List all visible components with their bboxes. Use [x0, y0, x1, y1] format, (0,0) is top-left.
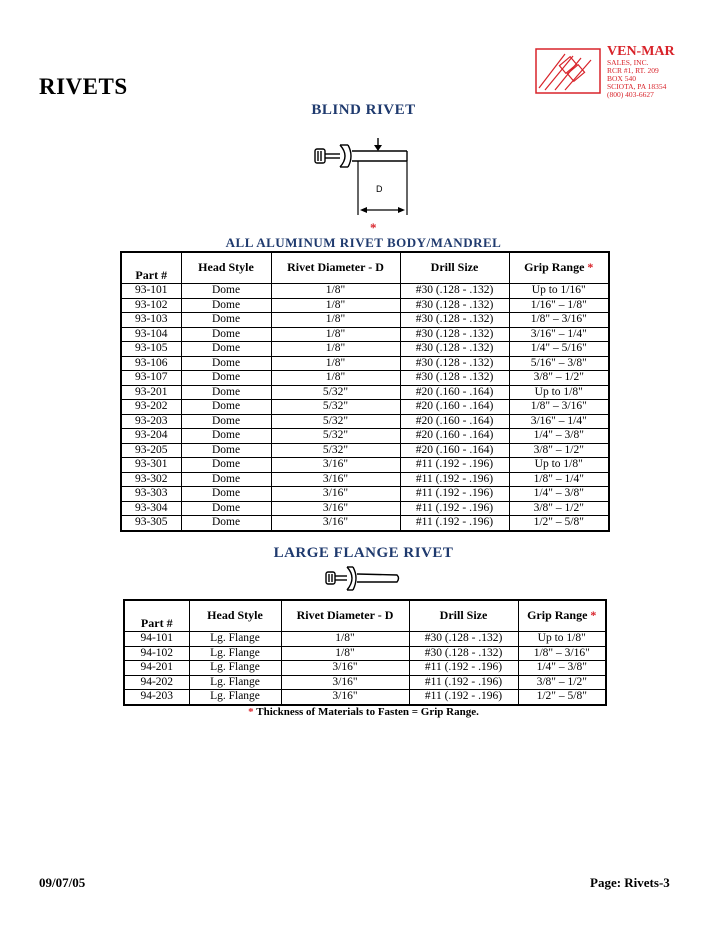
- logo-address-line: (800) 403-6627: [607, 90, 654, 99]
- grip-range-cell: 1/2" – 5/8": [518, 690, 606, 705]
- diameter-cell: 3/16": [271, 472, 400, 487]
- header-diameter: Rivet Diameter - D: [281, 600, 409, 632]
- table-row: [121, 487, 609, 502]
- drill-size-cell: #11 (.192 - .196): [400, 487, 509, 502]
- drill-size-cell: #11 (.192 - .196): [400, 516, 509, 531]
- part-number-cell: 93-302: [121, 472, 181, 487]
- grip-range-cell: 3/8" – 1/2": [509, 443, 609, 458]
- drill-size-cell: #11 (.192 - .196): [400, 458, 509, 473]
- head-style-cell: Dome: [181, 356, 271, 371]
- drill-size-cell: #30 (.128 - .132): [400, 284, 509, 299]
- part-number-cell: 93-102: [121, 298, 181, 313]
- logo-address-line: SCIOTA, PA 18354: [607, 82, 667, 91]
- diameter-cell: 1/8": [271, 342, 400, 357]
- table-row: [121, 371, 609, 386]
- footnote-mark: *: [248, 706, 254, 718]
- diameter-cell: 1/8": [281, 632, 409, 647]
- blind-rivet-rows: [121, 284, 609, 531]
- drill-size-cell: #11 (.192 - .196): [400, 472, 509, 487]
- table-row: [124, 632, 606, 647]
- drill-size-cell: #30 (.128 - .132): [409, 646, 518, 661]
- diameter-cell: 5/32": [271, 429, 400, 444]
- grip-range-cell: 3/16" – 1/4": [509, 327, 609, 342]
- table-row: [124, 675, 606, 690]
- grip-range-cell: 1/8" – 3/16": [509, 400, 609, 415]
- logo-address-line: BOX 540: [607, 74, 636, 83]
- grip-range-label: Grip Range: [524, 260, 585, 275]
- drill-size-cell: #11 (.192 - .196): [409, 675, 518, 690]
- head-style-cell: Dome: [181, 516, 271, 531]
- head-style-cell: Dome: [181, 501, 271, 516]
- table-row: [121, 472, 609, 487]
- page-title: RIVETS: [39, 74, 128, 99]
- part-number-cell: 94-101: [124, 632, 189, 647]
- drill-size-cell: #20 (.160 - .164): [400, 429, 509, 444]
- part-number-cell: 93-106: [121, 356, 181, 371]
- grip-range-cell: 1/4" – 5/16": [509, 342, 609, 357]
- part-number-cell: 93-101: [121, 284, 181, 299]
- grip-range-cell: 1/4" – 3/8": [509, 487, 609, 502]
- drill-size-cell: #20 (.160 - .164): [400, 414, 509, 429]
- diameter-cell: 1/8": [271, 371, 400, 386]
- table-row: [121, 501, 609, 516]
- table-row: [121, 356, 609, 371]
- diameter-cell: 1/8": [271, 298, 400, 313]
- flange-rivet-rows: [124, 632, 606, 705]
- diameter-cell: 3/16": [281, 675, 409, 690]
- diameter-cell: 3/16": [281, 661, 409, 676]
- head-style-cell: Dome: [181, 284, 271, 299]
- part-number-cell: 93-104: [121, 327, 181, 342]
- head-style-cell: Dome: [181, 327, 271, 342]
- footer-page-number: Page: Rivets-3: [590, 875, 670, 890]
- header-part: Part #: [121, 252, 181, 284]
- diameter-cell: 3/16": [271, 458, 400, 473]
- grip-range-cell: 1/4" – 3/8": [509, 429, 609, 444]
- head-style-cell: Lg. Flange: [189, 675, 281, 690]
- diameter-cell: 3/16": [281, 690, 409, 705]
- head-style-cell: Lg. Flange: [189, 690, 281, 705]
- grip-range-cell: 5/16" – 3/8": [509, 356, 609, 371]
- table-row: [121, 298, 609, 313]
- drill-size-cell: #30 (.128 - .132): [400, 356, 509, 371]
- grip-range-cell: 1/4" – 3/8": [518, 661, 606, 676]
- flange-rivet-title: LARGE FLANGE RIVET: [273, 545, 454, 561]
- part-number-cell: 93-305: [121, 516, 181, 531]
- grip-range-cell: 3/16" – 1/4": [509, 414, 609, 429]
- diameter-cell: 1/8": [271, 284, 400, 299]
- grip-range-asterisk: *: [370, 220, 377, 235]
- flange-rivet-diagram: [323, 566, 403, 592]
- table-row: [124, 690, 606, 705]
- drill-size-cell: #20 (.160 - .164): [400, 400, 509, 415]
- diameter-cell: 5/32": [271, 400, 400, 415]
- blind-rivet-diagram: [310, 135, 420, 220]
- head-style-cell: Dome: [181, 298, 271, 313]
- head-style-cell: Lg. Flange: [189, 661, 281, 676]
- part-number-cell: 93-203: [121, 414, 181, 429]
- table-row: [121, 458, 609, 473]
- head-style-cell: Lg. Flange: [189, 632, 281, 647]
- part-number-cell: 93-202: [121, 400, 181, 415]
- part-number-cell: 93-103: [121, 313, 181, 328]
- drill-size-cell: #11 (.192 - .196): [409, 690, 518, 705]
- grip-range-cell: Up to 1/8": [518, 632, 606, 647]
- flange-rivet-table: [123, 599, 607, 706]
- drill-size-cell: #30 (.128 - .132): [409, 632, 518, 647]
- diameter-cell: 1/8": [271, 356, 400, 371]
- footnote-text: Thickness of Materials to Fasten = Grip Range.: [256, 706, 479, 718]
- head-style-cell: Dome: [181, 342, 271, 357]
- grip-range-mark: *: [590, 608, 597, 623]
- part-number-cell: 93-204: [121, 429, 181, 444]
- footer-date: 09/07/05: [39, 875, 86, 890]
- grip-range-cell: 3/8" – 1/2": [509, 371, 609, 386]
- table-header-row: [124, 600, 606, 632]
- diameter-cell: 5/32": [271, 385, 400, 400]
- part-number-cell: 93-105: [121, 342, 181, 357]
- header-drill-size: Drill Size: [409, 600, 518, 632]
- blind-rivet-table: [120, 251, 610, 532]
- drill-size-cell: #30 (.128 - .132): [400, 298, 509, 313]
- company-logo: [535, 42, 695, 98]
- table-row: [121, 313, 609, 328]
- header-grip-range: [518, 600, 606, 632]
- grip-range-cell: 1/8" – 1/4": [509, 472, 609, 487]
- diameter-cell: 5/32": [271, 443, 400, 458]
- header-head-style: Head Style: [189, 600, 281, 632]
- grip-range-cell: 1/8" – 3/16": [509, 313, 609, 328]
- table-row: [121, 385, 609, 400]
- grip-range-mark: *: [587, 260, 594, 275]
- part-number-cell: 94-203: [124, 690, 189, 705]
- diameter-label: D: [376, 184, 383, 194]
- head-style-cell: Lg. Flange: [189, 646, 281, 661]
- logo-address-line: RCR #1, RT. 209: [607, 66, 659, 75]
- header-head-style: Head Style: [181, 252, 271, 284]
- part-number-cell: 93-201: [121, 385, 181, 400]
- diameter-cell: 1/8": [271, 327, 400, 342]
- part-number-cell: 93-301: [121, 458, 181, 473]
- drill-size-cell: #20 (.160 - .164): [400, 385, 509, 400]
- table-row: [121, 516, 609, 531]
- header-drill-size: Drill Size: [400, 252, 509, 284]
- table-row: [121, 400, 609, 415]
- logo-emblem-icon: [535, 48, 601, 94]
- table-row: [121, 342, 609, 357]
- head-style-cell: Dome: [181, 443, 271, 458]
- diameter-cell: 5/32": [271, 414, 400, 429]
- grip-range-cell: 1/8" – 3/16": [518, 646, 606, 661]
- head-style-cell: Dome: [181, 458, 271, 473]
- part-number-cell: 94-102: [124, 646, 189, 661]
- rivet-body-title: ALL ALUMINUM RIVET BODY/MANDREL: [225, 235, 502, 250]
- logo-address-line: SALES, INC.: [607, 58, 649, 67]
- header-part: Part #: [124, 600, 189, 632]
- table-row: [121, 443, 609, 458]
- table-row: [124, 646, 606, 661]
- drill-size-cell: #30 (.128 - .132): [400, 313, 509, 328]
- grip-range-cell: 3/8" – 1/2": [509, 501, 609, 516]
- table-header-row: [121, 252, 609, 284]
- diameter-cell: 3/16": [271, 516, 400, 531]
- head-style-cell: Dome: [181, 313, 271, 328]
- drill-size-cell: #11 (.192 - .196): [400, 501, 509, 516]
- diameter-cell: 3/16": [271, 487, 400, 502]
- grip-range-cell: Up to 1/16": [509, 284, 609, 299]
- head-style-cell: Dome: [181, 472, 271, 487]
- drill-size-cell: #20 (.160 - .164): [400, 443, 509, 458]
- grip-range-cell: Up to 1/8": [509, 385, 609, 400]
- grip-range-cell: 3/8" – 1/2": [518, 675, 606, 690]
- grip-range-cell: 1/2" – 5/8": [509, 516, 609, 531]
- part-number-cell: 93-304: [121, 501, 181, 516]
- grip-range-cell: 1/16" – 1/8": [509, 298, 609, 313]
- head-style-cell: Dome: [181, 400, 271, 415]
- footnote: [0, 706, 727, 718]
- drill-size-cell: #30 (.128 - .132): [400, 371, 509, 386]
- table-row: [121, 414, 609, 429]
- table-row: [121, 327, 609, 342]
- head-style-cell: Dome: [181, 414, 271, 429]
- table-row: [121, 284, 609, 299]
- part-number-cell: 94-202: [124, 675, 189, 690]
- drill-size-cell: #30 (.128 - .132): [400, 342, 509, 357]
- header-diameter: Rivet Diameter - D: [271, 252, 400, 284]
- head-style-cell: Dome: [181, 487, 271, 502]
- head-style-cell: Dome: [181, 385, 271, 400]
- logo-name: VEN-MAR: [607, 44, 675, 59]
- part-number-cell: 93-205: [121, 443, 181, 458]
- logo-address: [607, 59, 666, 99]
- drill-size-cell: #11 (.192 - .196): [409, 661, 518, 676]
- part-number-cell: 94-201: [124, 661, 189, 676]
- head-style-cell: Dome: [181, 429, 271, 444]
- part-number-cell: 93-107: [121, 371, 181, 386]
- diameter-cell: 1/8": [271, 313, 400, 328]
- grip-range-label: Grip Range: [527, 608, 588, 623]
- header-grip-range: [509, 252, 609, 284]
- table-row: [124, 661, 606, 676]
- blind-rivet-title: BLIND RIVET: [311, 102, 416, 118]
- diameter-cell: 1/8": [281, 646, 409, 661]
- table-row: [121, 429, 609, 444]
- diameter-cell: 3/16": [271, 501, 400, 516]
- drill-size-cell: #30 (.128 - .132): [400, 327, 509, 342]
- head-style-cell: Dome: [181, 371, 271, 386]
- part-number-cell: 93-303: [121, 487, 181, 502]
- grip-range-cell: Up to 1/8": [509, 458, 609, 473]
